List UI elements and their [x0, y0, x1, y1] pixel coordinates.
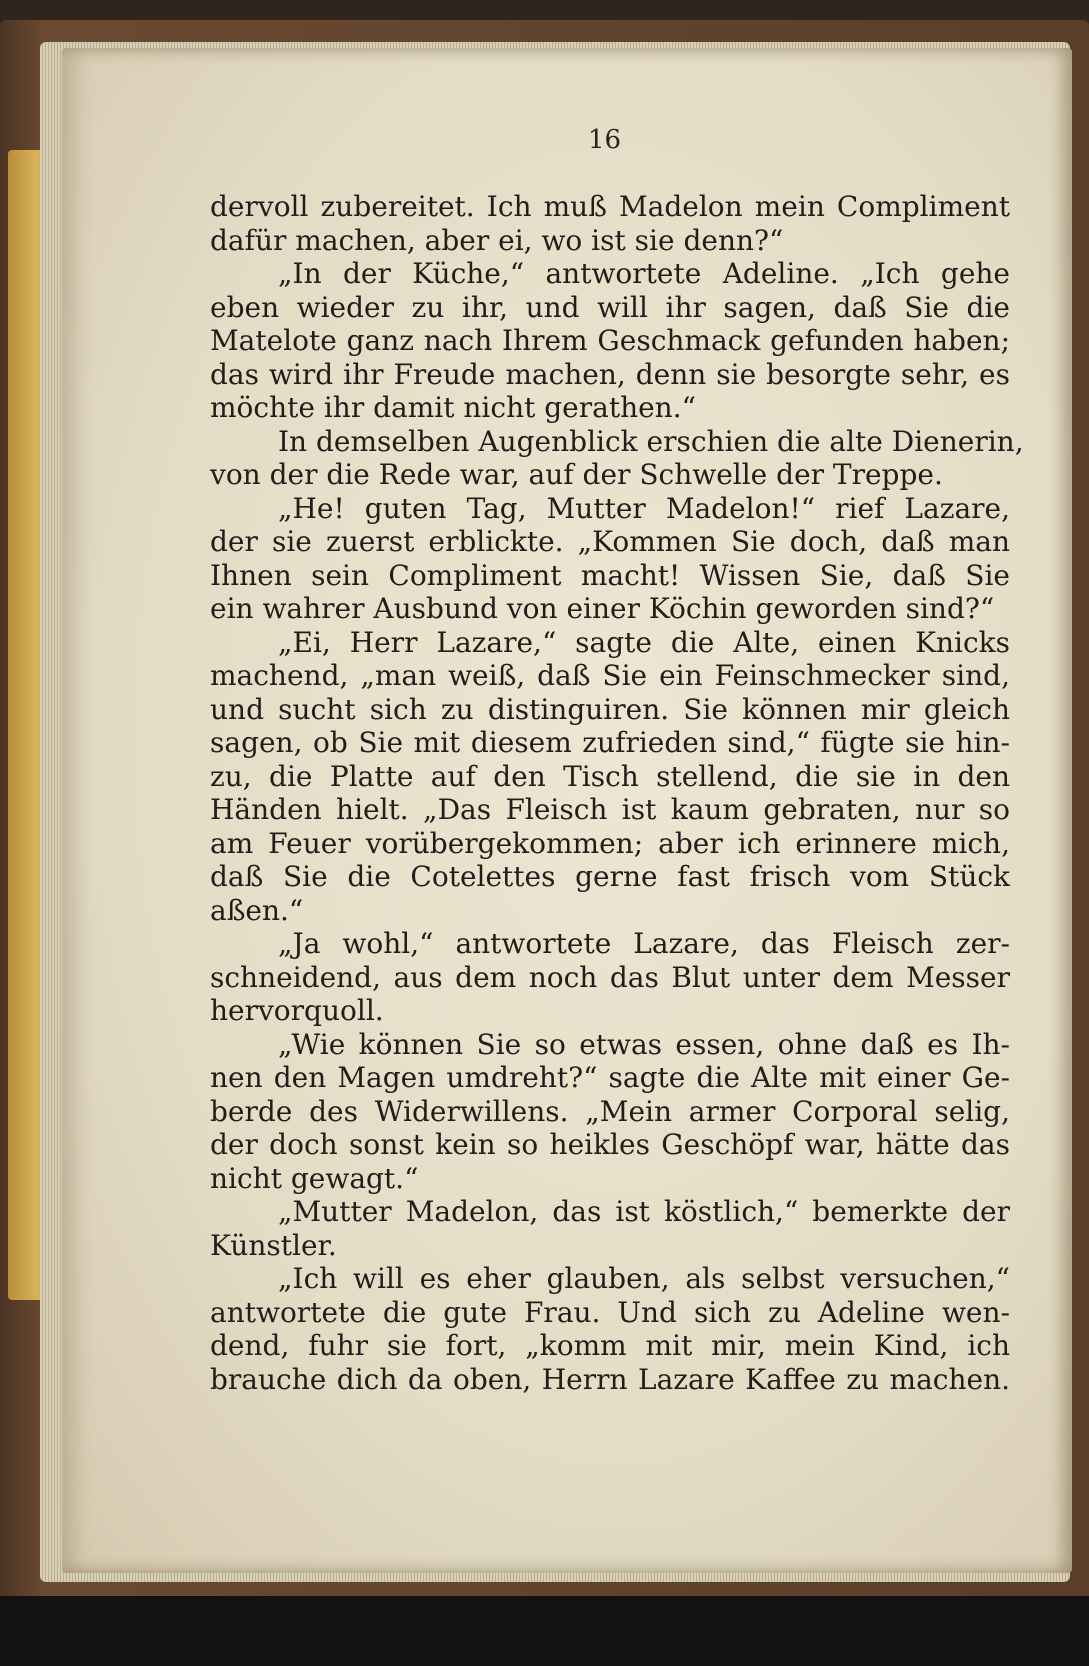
- text-line: das wird ihr Freude machen, denn sie besorgte sehr, es: [210, 357, 1010, 391]
- text-line: zu, die Platte auf den Tisch stellend, die sie in den: [210, 759, 1010, 793]
- text-line: „Ich will es eher glauben, als selbst versuchen,“: [278, 1262, 1010, 1295]
- text-line: dervoll zubereitet. Ich muß Madelon mein Compliment: [210, 190, 1010, 223]
- text-line: berde des Widerwillens. „Mein armer Corporal selig,: [210, 1094, 1010, 1128]
- text-line: der doch sonst kein so heikles Geschöpf war, hätte das: [210, 1128, 1010, 1161]
- text-line: ein wahrer Ausbund von einer Köchin geworden sind?“: [210, 592, 995, 625]
- text-line: antwortete die gute Frau. Und sich zu Adeline wen-: [210, 1295, 1010, 1329]
- text-line: Matelote ganz nach Ihrem Geschmack gefunden haben;: [210, 324, 1010, 357]
- text-line: nicht gewagt.“: [210, 1161, 419, 1195]
- text-line: der sie zuerst erblickte. „Kommen Sie doch, daß man: [210, 525, 1010, 558]
- text-line: von der die Rede war, auf der Schwelle der Treppe.: [210, 458, 943, 491]
- text-line: daß Sie die Cotelettes gerne fast frisch vom Stück: [210, 860, 1010, 893]
- text-line: In demselben Augenblick erschien die alte Dienerin,: [278, 424, 1024, 458]
- text-line: brauche dich da oben, Herrn Lazare Kaffee zu machen.: [210, 1362, 1010, 1396]
- text-line: eben wieder zu ihr, und will ihr sagen, daß Sie die: [210, 290, 1010, 324]
- text-line: am Feuer vorübergekommen; aber ich erinnere mich,: [210, 826, 1010, 860]
- text-line: „In der Küche,“ antwortete Adeline. „Ich gehe: [278, 257, 1010, 290]
- text-line: schneidend, aus dem noch das Blut unter dem Messer: [210, 960, 1010, 994]
- text-line: dend, fuhr sie fort, „komm mit mir, mein Kind, ich: [210, 1329, 1010, 1362]
- text-line: Händen hielt. „Das Fleisch ist kaum gebraten, nur so: [210, 793, 1010, 826]
- text-line: „Wie können Sie so etwas essen, ohne daß es Ih-: [278, 1027, 1010, 1061]
- page-number: 16: [587, 125, 622, 155]
- text-line: und sucht sich zu distinguiren. Sie können mir gleich: [210, 692, 1010, 726]
- text-line: Ihnen sein Compliment macht! Wissen Sie, daß Sie: [210, 558, 1010, 592]
- text-line: „Ja wohl,“ antwortete Lazare, das Fleisch zer-: [278, 927, 1010, 960]
- text-line: dafür machen, aber ei, wo ist sie denn?“: [210, 223, 784, 257]
- bottom-shadow: [0, 1596, 1089, 1666]
- text-line: hervorquoll.: [210, 994, 384, 1027]
- text-line: „He! guten Tag, Mutter Madelon!“ rief Lazare,: [278, 491, 1010, 525]
- text-line: Künstler.: [210, 1228, 337, 1262]
- text-line: nen den Magen umdreht?“ sagte die Alte mit einer Ge-: [210, 1061, 1010, 1094]
- text-line: „Ei, Herr Lazare,“ sagte die Alte, einen Knicks: [278, 625, 1010, 659]
- text-line: sagen, ob Sie mit diesem zufrieden sind,“ fügte sie hin-: [210, 726, 1010, 759]
- text-line: aßen.“: [210, 893, 304, 927]
- text-line: machend, „man weiß, daß Sie ein Feinschmecker sind,: [210, 659, 1010, 692]
- text-line: „Mutter Madelon, das ist köstlich,“ bemerkte der: [278, 1195, 1010, 1228]
- body-text: [210, 190, 1024, 1396]
- text-line: möchte ihr damit nicht gerathen.“: [210, 391, 696, 424]
